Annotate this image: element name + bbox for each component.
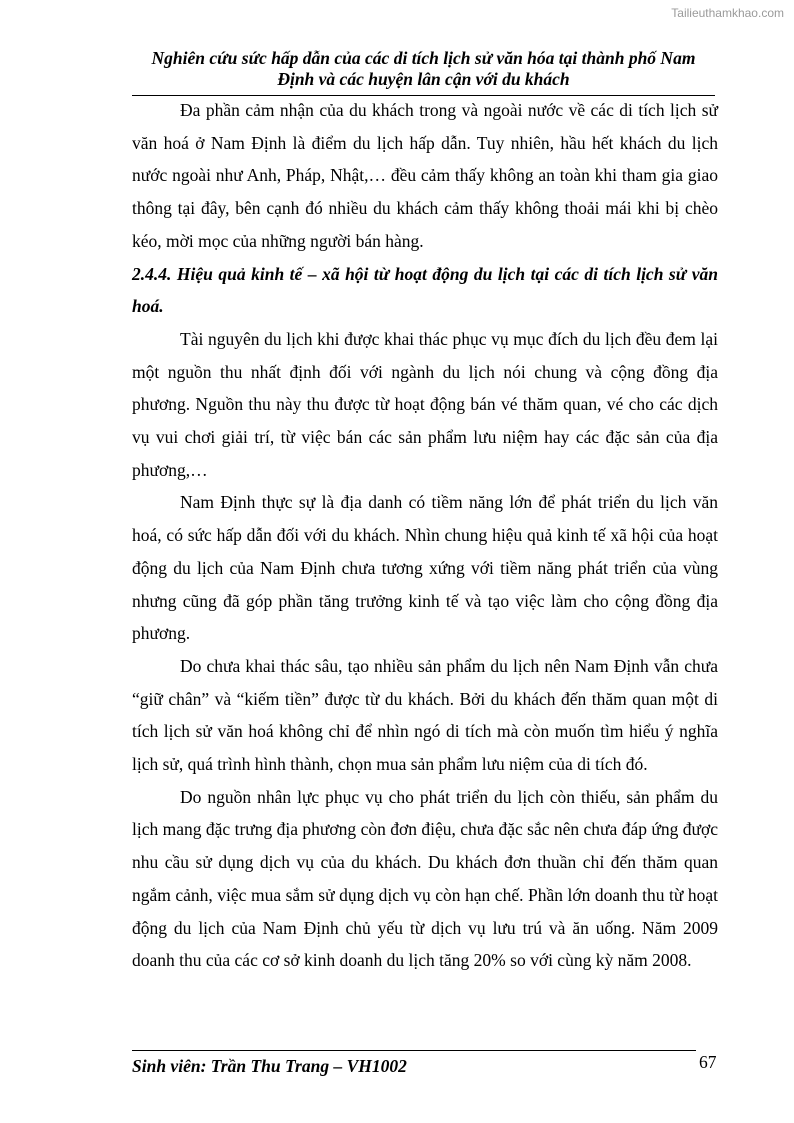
- paragraph-nam-dinh-potential: Nam Định thực sự là địa danh có tiềm năng lớn để phát triển du lịch văn hoá, có sức hấp dẫn đối với du khách. Nhìn chung hiệu quả kinh tế xã hội của hoạt động du lịch của Nam Định chưa tương xứng với tiềm năng phát triển của vùng nhưng cũng đã góp phần tăng trưởng kinh tế và tạo việc làm cho cộng đồng địa phương.: [132, 492, 718, 644]
- paragraph-tourist-perception: Đa phần cảm nhận của du khách trong và ngoài nước về các di tích lịch sử văn hoá ở Nam Định là điểm du lịch hấp dẫn. Tuy nhiên, hầu hết khách du lịch nước ngoài như Anh, Pháp, Nhật,… đều cảm thấy không an toàn khi tham gia giao thông tại đây, bên cạnh đó nhiều du khách cảm thấy không thoải mái khi bị chèo kéo, mời mọc của những người bán hàng.: [132, 100, 718, 251]
- page-header-title: Nghiên cứu sức hấp dẫn của các di tích lịch sử văn hóa tại thành phố Nam Định và các huyện lân cận với du khách: [151, 48, 696, 89]
- paragraph-product-development: Do chưa khai thác sâu, tạo nhiều sản phẩm du lịch nên Nam Định vẫn chưa “giữ chân” và “kiếm tiền” được từ du khách. Bởi du khách đến thăm quan một di tích lịch sử văn hoá không chỉ để nhìn ngó di tích mà còn muốn tìm hiểu ý nghĩa lịch sử, quá trình hình thành, chọn mua sản phẩm lưu niệm của di tích đó.: [132, 655, 718, 775]
- section-heading: 2.4.4. Hiệu quả kinh tế – xã hội từ hoạt động du lịch tại các di tích lịch sử văn hoá.: [132, 263, 718, 317]
- page-body: [132, 94, 718, 977]
- footer-divider: [132, 1050, 696, 1051]
- page-number: 67: [699, 1052, 717, 1072]
- footer-author: Sinh viên: Trần Thu Trang – VH1002: [132, 1056, 407, 1076]
- paragraph-tourism-revenue: Tài nguyên du lịch khi được khai thác phục vụ mục đích du lịch đều đem lại một nguồn thu nhất định đối với ngành du lịch nói chung và cộng đồng địa phương. Nguồn thu này thu được từ hoạt động bán vé thăm quan, vé cho các dịch vụ vui chơi giải trí, từ việc bán các sản phẩm lưu niệm hay các đặc sản của địa phương,…: [132, 328, 718, 480]
- paragraph-human-resources: Do nguồn nhân lực phục vụ cho phát triển du lịch còn thiếu, sản phẩm du lịch mang đặc trưng địa phương còn đơn điệu, chưa đặc sắc nên chưa đáp ứng được nhu cầu sử dụng dịch vụ của du khách. Du khách đơn thuần chỉ đến thăm quan ngắm cảnh, việc mua sắm sử dụng dịch vụ còn hạn chế. Phần lớn doanh thu từ hoạt động du lịch của Nam Định chủ yếu từ dịch vụ lưu trú và ăn uống. Năm 2009 doanh thu của các cơ sở kinh doanh du lịch tăng 20% so với cùng kỳ năm 2008.: [132, 786, 718, 971]
- watermark: Tailieuthamkhao.com: [671, 6, 784, 20]
